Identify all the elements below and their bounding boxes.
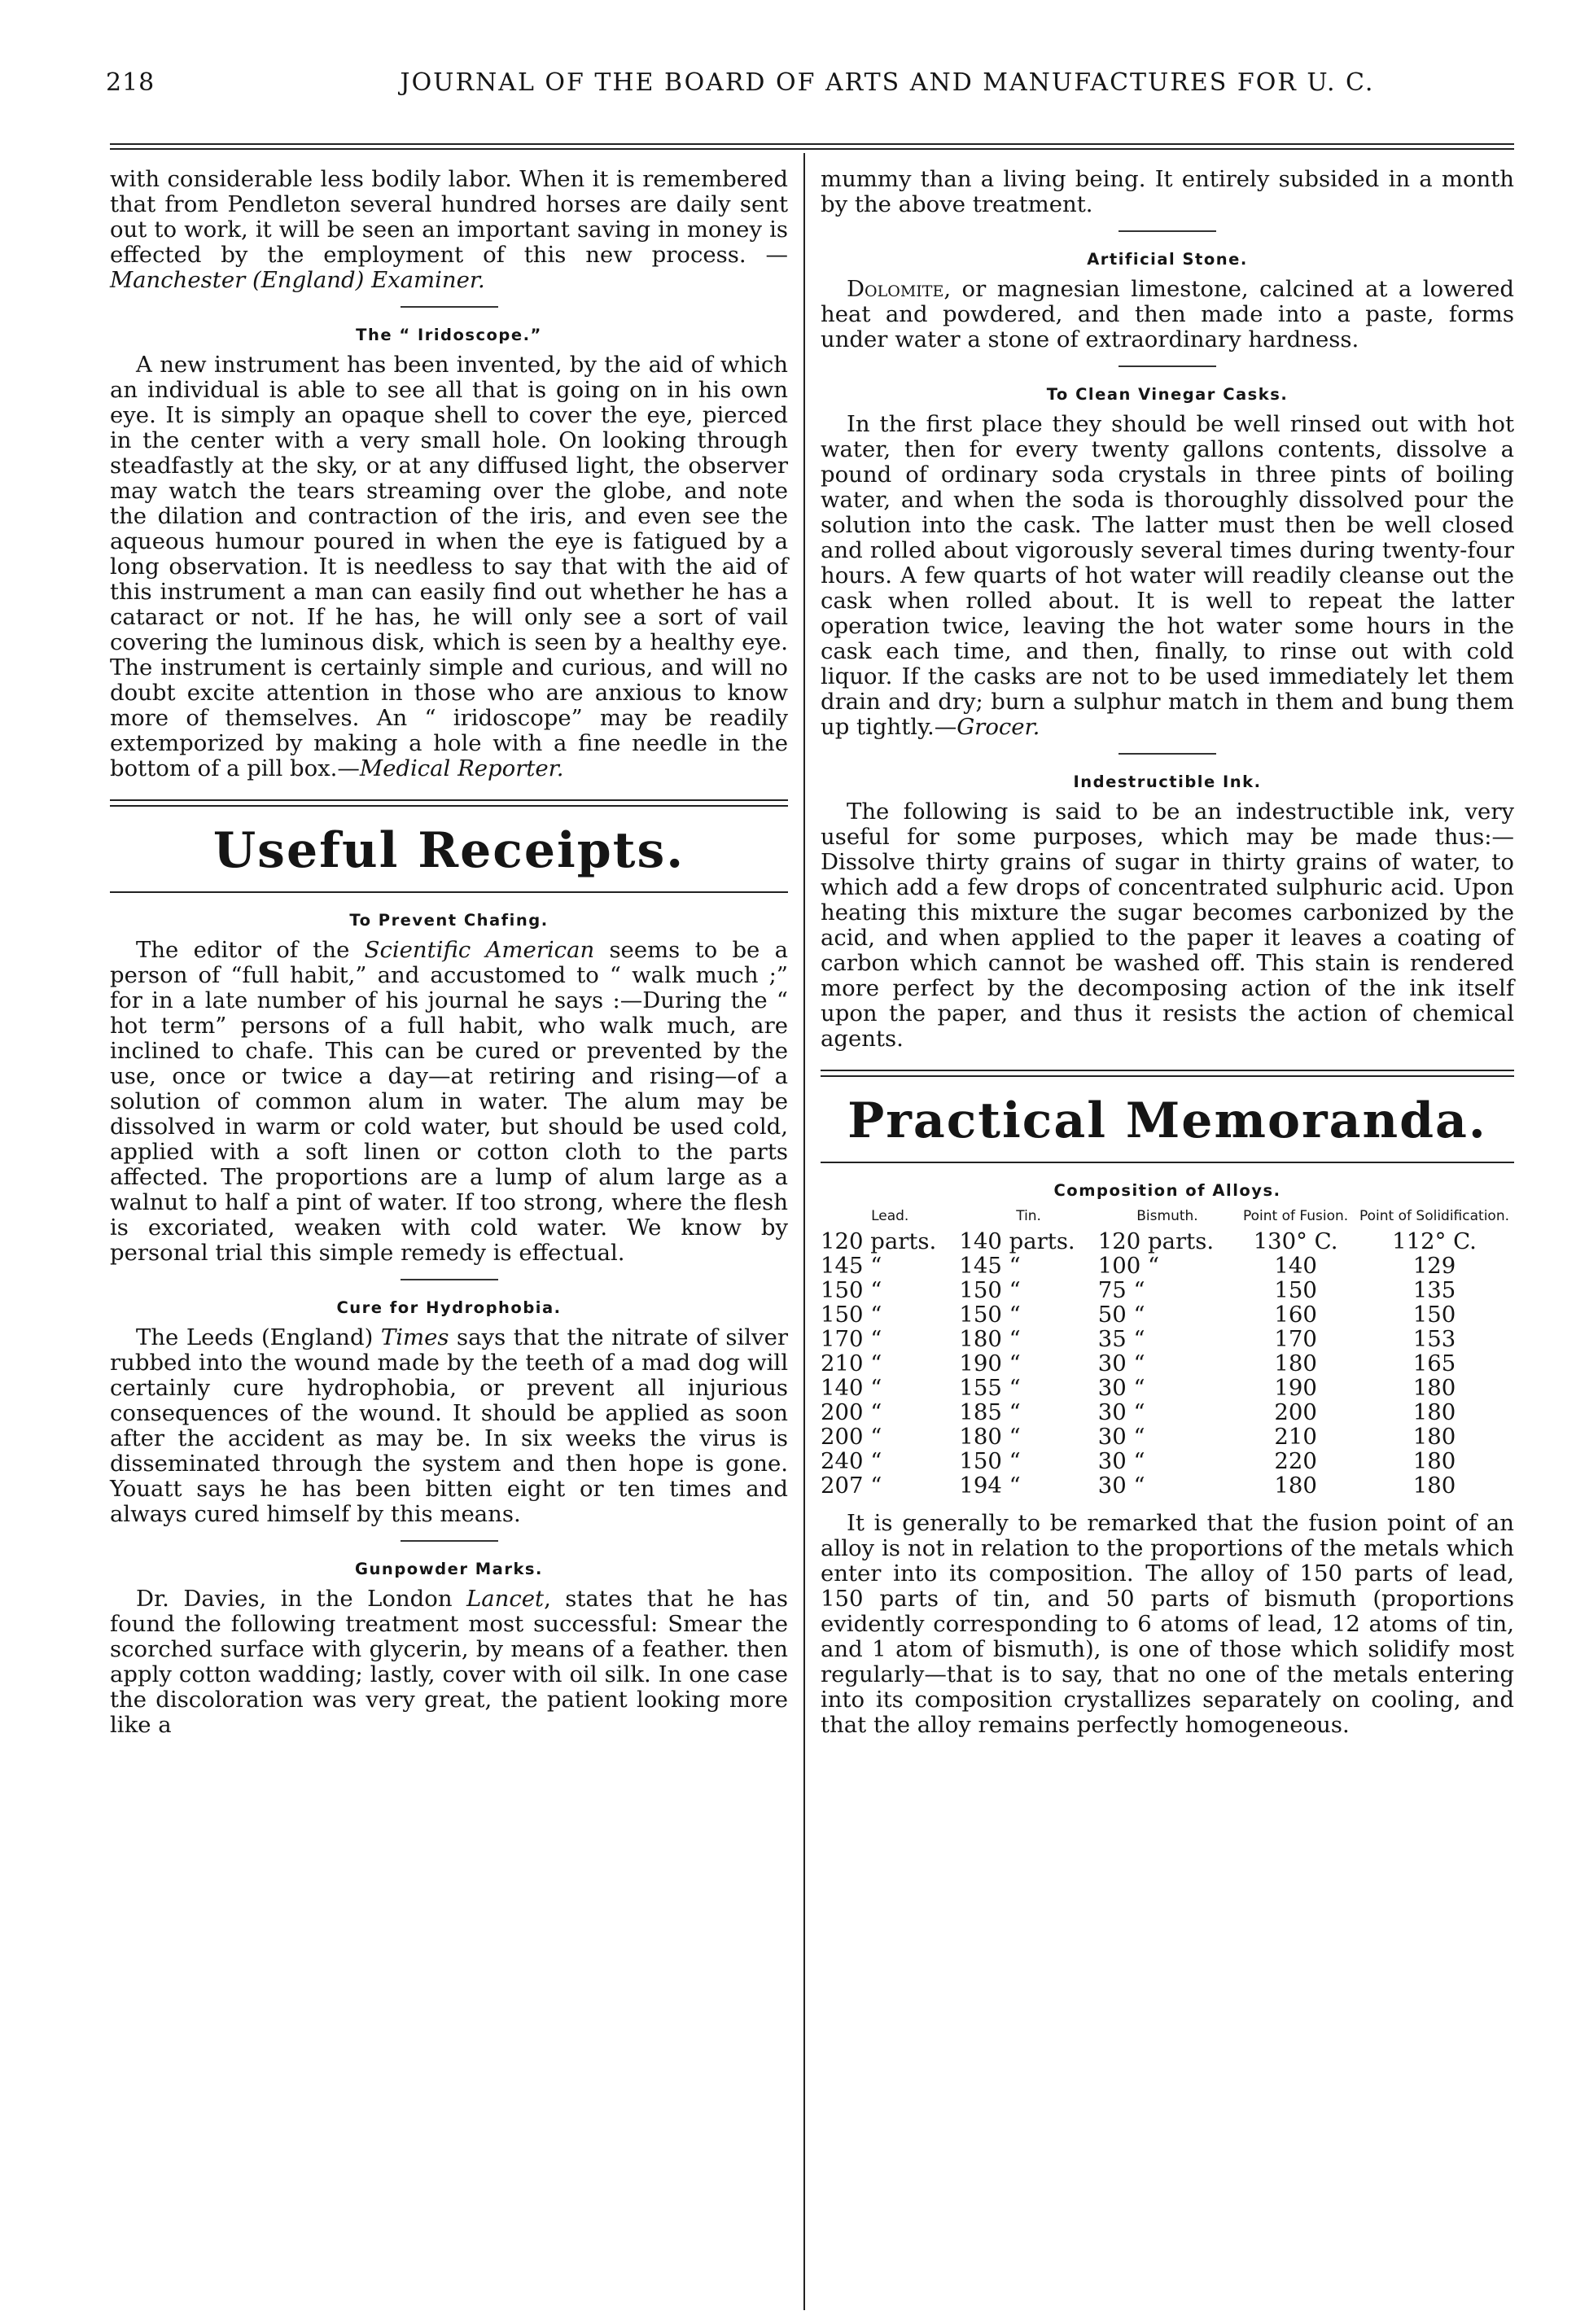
table-cell: 160 <box>1274 1302 1317 1328</box>
table-column-header: Tin. <box>1016 1208 1041 1224</box>
table-row <box>821 1302 1514 1327</box>
source-citation: Grocer. <box>957 714 1040 740</box>
article-title-gunpowder: Gunpowder Marks. <box>355 1560 543 1578</box>
table-cell: 180 <box>1412 1424 1456 1450</box>
table-cell: 120 parts. <box>1097 1228 1215 1254</box>
table-header-row <box>821 1208 1514 1229</box>
alloy-table <box>821 1208 1514 1498</box>
table-row <box>821 1229 1514 1254</box>
left-column <box>110 167 788 1738</box>
table-cell: 30 “ <box>1097 1350 1145 1376</box>
table-cell: 165 <box>1412 1350 1456 1376</box>
article-body-stone: Dolomite, or magnesian limestone, calcined at a lowered heat and powdered, and then made into a paste, forms under water a stone of extraordinary hardness. <box>821 276 1514 352</box>
table-row <box>821 1278 1514 1302</box>
table-cell: 180 <box>1274 1473 1317 1499</box>
table-cell: 140 <box>1274 1253 1317 1279</box>
source-citation: Medical Reporter. <box>359 755 564 781</box>
table-cell: 180 “ <box>959 1326 1021 1352</box>
table-cell: 145 “ <box>959 1253 1021 1279</box>
table-row <box>821 1351 1514 1376</box>
table-cell: 100 “ <box>1097 1253 1160 1279</box>
table-row <box>821 1473 1514 1498</box>
table-cell: 180 <box>1412 1375 1456 1401</box>
divider <box>1119 230 1216 232</box>
article-body-ink: The following is said to be an indestructible ink, very useful for some purposes, which may be made thus:—Dissolve thirty grains of sugar in thirty grains of water, to which add a few drops of concentrated sulphuric acid. Upon heating this mixture the sugar becomes carbonized by the acid, and when applied to the paper it leaves a coating of carbon which cannot be washed off. This stain is rendered more perfect by the decomposing action of the ink itself upon the paper, and thus it resists the action of chemical agents. <box>821 799 1514 1052</box>
table-cell: 150 “ <box>821 1277 882 1303</box>
table-cell: 130° C. <box>1253 1228 1338 1254</box>
table-cell: 150 <box>1412 1302 1456 1328</box>
table-cell: 140 parts. <box>959 1228 1075 1254</box>
right-column <box>821 167 1514 1738</box>
table-cell: 35 “ <box>1097 1326 1145 1352</box>
divider <box>401 1540 498 1542</box>
table-cell: 200 “ <box>821 1424 882 1450</box>
table-cell: 155 “ <box>959 1375 1021 1401</box>
table-cell: 30 “ <box>1097 1473 1145 1499</box>
table-cell: 210 <box>1274 1424 1317 1450</box>
divider <box>401 1279 498 1280</box>
table-column-header: Point of Fusion. <box>1242 1208 1349 1224</box>
table-cell: 140 “ <box>821 1375 882 1401</box>
column-divider <box>803 153 805 2310</box>
table-cell: 129 <box>1412 1253 1456 1279</box>
table-body <box>821 1229 1514 1498</box>
table-cell: 180 “ <box>959 1424 1021 1450</box>
table-column-header: Lead. <box>871 1208 909 1224</box>
page-number: 218 <box>106 68 155 97</box>
continued-paragraph: with considerable less bodily labor. When it is remembered that from Pendleton several hundred horses are daily sent out to work, it will be seen an important saving in money is effected by the employment of this new process. — Manchester (England) Examiner. <box>110 166 788 293</box>
table-cell: 30 “ <box>1097 1448 1145 1474</box>
article-body-chafing: The editor of the Scientific American seems to be a person of “full habit,” and accustomed to “ walk much ;” for in a late number of his journal he says :—During the “ hot term” persons of a full habit, who walk much, are inclined to chafe. This can be cured or prevented by the use, once or twice a day—at retiring and rising—of a solution of common alum in water. The alum may be dissolved in warm or cold water, but should be used cold, applied with a soft linen or cotton cloth to the parts affected. The proportions are a lump of alum large as a walnut to half a pint of water. If too strong, where the flesh is excoriated, weaken with cold water. We know by personal trial this simple remedy is effectual. <box>110 937 788 1266</box>
table-cell: 50 “ <box>1097 1302 1145 1328</box>
article-title-chafing: To Prevent Chafing. <box>349 911 549 930</box>
divider <box>1119 365 1216 367</box>
table-cell: 194 “ <box>959 1473 1021 1499</box>
table-cell: 112° C. <box>1392 1228 1477 1254</box>
table-cell: 150 “ <box>959 1302 1021 1328</box>
table-cell: 145 “ <box>821 1253 882 1279</box>
article-title-vinegar: To Clean Vinegar Casks. <box>1046 385 1289 404</box>
table-cell: 30 “ <box>1097 1375 1145 1401</box>
continued-paragraph: mummy than a living being. It entirely subsided in a month by the above treatment. <box>821 166 1514 217</box>
table-title: Composition of Alloys. <box>1053 1181 1281 1200</box>
table-row <box>821 1327 1514 1351</box>
table-column-header: Bismuth. <box>1136 1208 1198 1224</box>
section-heading-practical-memoranda: Practical Memoranda. <box>847 1092 1487 1149</box>
table-cell: 210 “ <box>821 1350 882 1376</box>
section-rule <box>821 1162 1514 1163</box>
table-row <box>821 1400 1514 1425</box>
article-body-iridoscope: A new instrument has been invented, by the aid of which an individual is able to see all that is going on in his own eye. It is simply an opaque shell to cover the eye, pierced in the center with a very small hole. On looking through steadfastly at the sky, or at any diffused light, the observer may watch the tears streaming over the globe, and note the dilation and contraction of the iris, and even see the aqueous humour poured in when the eye is fatigued by a long observation. It is needless to say that with the aid of this instrument a man can easily find out whether he has a cataract or not. If he has, he will only see a sort of vail covering the luminous disk, which is seen by a healthy eye. The instrument is certainly simple and curious, and will no doubt excite attention in those who are anxious to know more of themselves. An “ iridoscope” may be readily extemporized by making a hole with a fine needle in the bottom of a pill box.—Medical Reporter. <box>110 352 788 781</box>
table-cell: 180 <box>1274 1350 1317 1376</box>
article-body-hydrophobia: The Leeds (England) Times says that the nitrate of silver rubbed into the wound made by the teeth of a mad dog will certainly cure hydrophobia, or prevent all injurious consequences of the wound. It should be applied as soon after the accident as may be. In six weeks the virus is disseminated through the system and then hope is gone. Youatt says he has been bitten eight or ten times and always cured himself by this means. <box>110 1324 788 1527</box>
header-rule-bottom <box>110 148 1514 150</box>
table-row <box>821 1449 1514 1473</box>
table-cell: 180 <box>1412 1399 1456 1425</box>
table-cell: 150 “ <box>821 1302 882 1328</box>
table-cell: 240 “ <box>821 1448 882 1474</box>
section-heading-useful-receipts: Useful Receipts. <box>212 822 685 879</box>
divider <box>401 306 498 308</box>
header-rule-top <box>110 143 1514 145</box>
article-body-vinegar: In the first place they should be well rinsed out with hot water, then for every twenty gallons contents, dissolve a pound of ordinary soda crystals in three pints of boiling water, and when the soda is thoroughly dissolved pour the solution into the cask. The latter must then be well closed and rolled about vigorously several times during twenty-four hours. A few quarts of hot water will readily cleanse out the cask when rolled about. It is well to repeat the latter operation twice, leaving the hot water some hours in the cask each time, and then, finally, to rinse out with cold liquor. If the casks are not to be used immediately let them drain and dry; burn a sulphur match in them and bung them up tightly.—Grocer. <box>821 411 1514 740</box>
article-title-stone: Artificial Stone. <box>1087 250 1248 269</box>
table-cell: 150 <box>1274 1277 1317 1303</box>
table-cell: 135 <box>1412 1277 1456 1303</box>
article-body-gunpowder: Dr. Davies, in the London Lancet, states that he has found the following treatment most successful: Smear the scorched surface with glycerin, by means of a feather. then apply cotton wadding; lastly, cover with oil silk. In one case the discoloration was very great, the patient looking more like a <box>110 1586 788 1738</box>
table-cell: 75 “ <box>1097 1277 1145 1303</box>
running-header <box>98 68 1514 117</box>
table-cell: 30 “ <box>1097 1424 1145 1450</box>
table-row <box>821 1376 1514 1400</box>
table-cell: 170 “ <box>821 1326 882 1352</box>
table-row <box>821 1254 1514 1278</box>
table-cell: 180 <box>1412 1448 1456 1474</box>
table-cell: 185 “ <box>959 1399 1021 1425</box>
table-cell: 150 “ <box>959 1448 1021 1474</box>
table-cell: 180 <box>1412 1473 1456 1499</box>
table-cell: 190 <box>1274 1375 1317 1401</box>
article-title-ink: Indestructible Ink. <box>1073 772 1262 791</box>
table-cell: 150 “ <box>959 1277 1021 1303</box>
article-body-alloys: It is generally to be remarked that the fusion point of an alloy is not in relation to the proportions of the metals which enter into its composition. The alloy of 150 parts of lead, 150 parts of tin, and 50 parts of bismuth (proportions evidently corresponding to 6 atoms of lead, 12 atoms of tin, and 1 atom of bismuth), is one of those which solidify most regularly—that is to say, that no one of the metals entering into its composition crystallizes separately on cooling, and that the alloy remains perfectly homogeneous. <box>821 1510 1514 1738</box>
article-title-iridoscope: The “ Iridoscope.” <box>356 326 542 344</box>
table-row <box>821 1425 1514 1449</box>
article-title-hydrophobia: Cure for Hydrophobia. <box>336 1298 562 1317</box>
table-cell: 170 <box>1274 1326 1317 1352</box>
table-cell: 200 <box>1274 1399 1317 1425</box>
table-cell: 153 <box>1412 1326 1456 1352</box>
table-cell: 190 “ <box>959 1350 1021 1376</box>
section-rule <box>110 891 788 893</box>
table-cell: 120 parts. <box>821 1228 937 1254</box>
section-rule <box>110 799 788 807</box>
table-cell: 200 “ <box>821 1399 882 1425</box>
section-rule <box>821 1070 1514 1077</box>
running-title: JOURNAL OF THE BOARD OF ARTS AND MANUFACTURES FOR U. C. <box>400 68 1375 97</box>
table-column-header: Point of Solidification. <box>1359 1208 1509 1224</box>
table-cell: 220 <box>1274 1448 1317 1474</box>
table-cell: 207 “ <box>821 1473 882 1499</box>
divider <box>1119 753 1216 755</box>
source-citation: Manchester (England) Examiner. <box>110 267 485 293</box>
table-cell: 30 “ <box>1097 1399 1145 1425</box>
